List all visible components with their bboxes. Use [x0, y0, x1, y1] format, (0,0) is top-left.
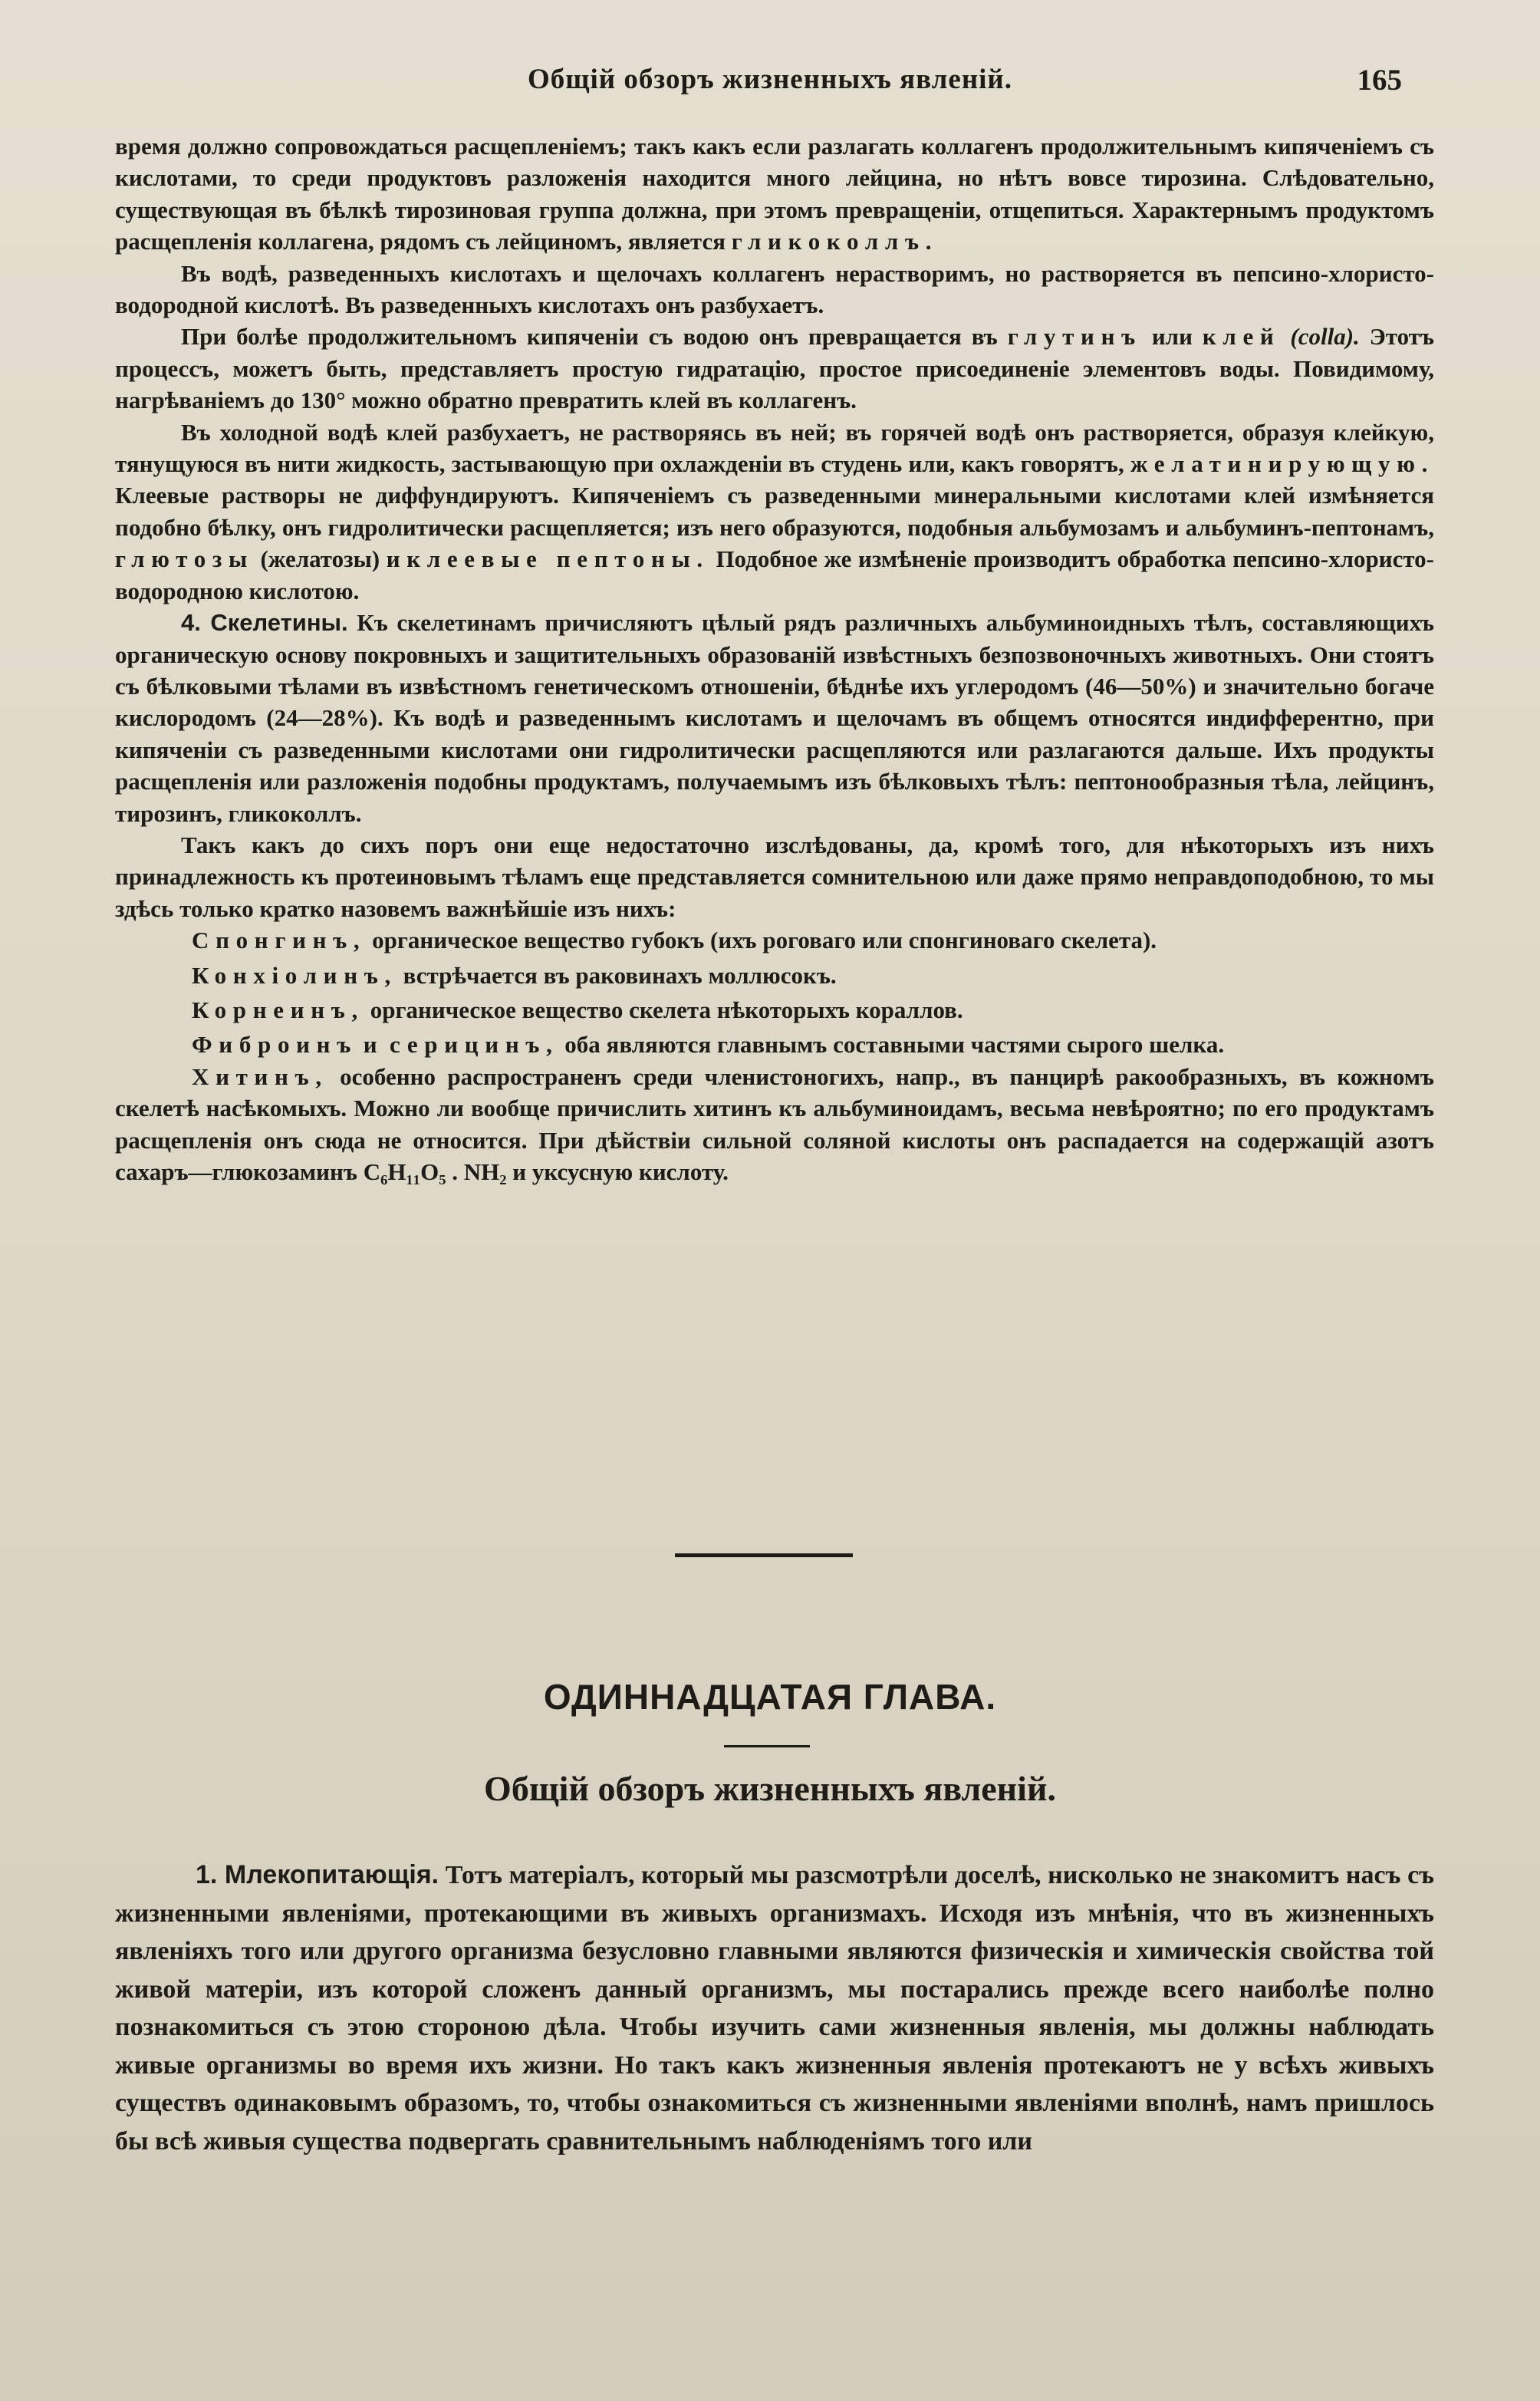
term-glue-peptones: клеевые пептоны.: [406, 545, 709, 573]
list-item: Спонгинъ, органическое вещество губокъ (ихъ роговаго или спонгиноваго скелета).: [192, 927, 1157, 954]
term-conchiolin: Конхіолинъ,: [192, 961, 397, 989]
chapter-title: Общій обзоръ жизненныхъ явленій.: [484, 1769, 1056, 1808]
latin-term: (colla).: [1290, 323, 1360, 351]
page-header: [0, 63, 1540, 109]
page-number: 165: [1357, 64, 1402, 97]
term-chitin: Хитинъ,: [192, 1062, 328, 1090]
section-heading-skeletins: 4. Скелетины.: [181, 609, 348, 637]
chapter-rule: [724, 1745, 810, 1747]
term-glycocoll: гликоколлъ.: [731, 228, 939, 255]
paragraph-3: При болѣе продолжительномъ кипяченіи съ водою онъ превращается въ глутинъ или клей (colla). Этотъ процессъ, можетъ быть, представляетъ простую гидратацію, простое присоединеніе элементовъ воды. Повидимому, нагрѣваніемъ до 130° можно обратно превратить клей въ коллагенъ.: [115, 323, 1434, 414]
chapter-heading: ОДИННАДЦАТАЯ ГЛАВА.: [543, 1677, 997, 1717]
list-item: Корнеинъ, органическое вещество скелета нѣкоторыхъ кораллов.: [192, 996, 963, 1023]
term-cornein: Корнеинъ,: [192, 996, 364, 1023]
term-spongin: Спонгинъ,: [192, 927, 367, 954]
chapter-body-text: [115, 1856, 1434, 2160]
list-item: Фиброинъ и серицинъ, оба являются главнымъ составными частями сырого шелка.: [192, 1031, 1225, 1059]
paragraph-5: 4. Скелетины. Къ скелетинамъ причисляютъ цѣлый рядъ различныхъ альбуминоидныхъ тѣлъ, составляющихъ органическую основу покровныхъ и защитительныхъ образованій извѣстныхъ безпозвоночныхъ животныхъ. Они стоятъ съ бѣлковыми тѣлами въ извѣстномъ генетическомъ отношеніи, бѣднѣе ихъ углеродомъ (46—50%) и значительно богаче кислородомъ (24—28%). Къ водѣ и разведеннымъ кислотамъ и щелочамъ въ общемъ относятся индифферентно, при кипяченіи съ разведенными кислотами они гидролитически расщепляются или разлагаются дальше. Ихъ продукты расщепленія или разложенія подобны продуктамъ, получаемымъ изъ бѣлковыхъ тѣлъ: пептонообразныя тѣла, лейцинъ, тирозинъ, гликоколлъ.: [115, 609, 1435, 827]
paragraph-2: Въ водѣ, разведенныхъ кислотахъ и щелочахъ коллагенъ нерастворимъ, но растворяется въ пепсино-хлористо-водородной кислотѣ. Въ разведенныхъ кислотахъ онъ разбухаетъ.: [115, 259, 1434, 319]
section-heading-mammals: 1. Млекопитающія.: [196, 1860, 439, 1889]
list-item: Хитинъ, особенно распространенъ среди членистоногихъ, напр., въ панцирѣ ракообразныхъ, въ кожномъ скелетѣ насѣкомыхъ. Можно ли вообще причислить хитинъ къ альбуминоидамъ, весьма невѣроятно; по его продуктамъ расщепленія онъ сюда не относится. При дѣйствіи сильной соляной кислоты онъ распадается на содержащій азотъ сахаръ—глюкозаминъ C₆H₁₁O₅ . NH₂ и уксусную кислоту.: [115, 1062, 1435, 1185]
term-sericin: серицинъ,: [390, 1031, 559, 1059]
term-glutin: глутинъ: [1007, 323, 1142, 351]
paragraph-1: время должно сопровождаться расщепленіемъ; такъ какъ если разлагать коллагенъ продолжительнымъ кипяченіемъ съ кислотами, то среди продуктовъ разложенія находится много лейцина, но нѣтъ вовсе тирозина. Слѣдовательно, существующая въ бѣлкѣ тирозиновая группа должна, при этомъ превращеніи, отщепиться. Характернымъ продуктомъ расщепленія коллагена, рядомъ съ лейциномъ, является гликоколлъ.: [115, 133, 1434, 255]
paragraph-6: Такъ какъ до сихъ поръ они еще недостаточно изслѣдованы, да, кромѣ того, для нѣкоторыхъ изъ нихъ принадлежность къ протеиновымъ тѣламъ еще представляется сомнительною или даже прямо неправдоподобною, то мы здѣсь только кратко назовемъ важнѣйшіе изъ нихъ:: [115, 831, 1434, 922]
running-title: Общій обзоръ жизненныхъ явленій.: [528, 64, 1012, 95]
chemical-formula: C₆H₁₁O₅ . NH₂: [363, 1158, 507, 1185]
body-text: [115, 130, 1434, 1187]
section-divider: [675, 1553, 853, 1557]
term-glue: клей: [1202, 323, 1281, 351]
term-fibroin: Фиброинъ: [192, 1031, 357, 1059]
term-gelatinizing: желатинирующую.: [1130, 450, 1435, 478]
paragraph-mammals: 1. Млекопитающія. Тотъ матеріалъ, который мы разсмотрѣли доселѣ, нисколько не знакомитъ насъ съ жизненными явленіями, протекающими въ живыхъ организмахъ. Исходя изъ мнѣнія, что въ жизненныхъ явленіяхъ того или другого организма безусловно главными являются физическія и химическія свойства той живой матеріи, изъ которой сложенъ данный организмъ, мы постарались прежде всего наиболѣе полно познакомиться съ этою стороною дѣла. Чтобы изучить сами жизненныя явленія, мы должны наблюдать живые организмы во время ихъ жизни. Но такъ какъ жизненныя явленія протекаютъ не у всѣхъ живыхъ существъ одинаковымъ образомъ, то, чтобы ознакомиться съ жизненными явленіями вполнѣ, намъ пришлось бы всѣ живыя существа подвергать сравнительнымъ наблюденіямъ того или: [115, 1860, 1434, 2156]
list-item: Конхіолинъ, встрѣчается въ раковинахъ моллюсокъ.: [192, 961, 837, 989]
paragraph-4: Въ холодной водѣ клей разбухаетъ, не растворяясь въ ней; въ горячей водѣ онъ растворяется, образуя клейкую, тянущуюся въ нити жидкость, застывающую при охлажденіи въ студень или, какъ говорятъ, желатинирующую. Клеевые растворы не диффундируютъ. Кипяченіемъ съ разведенными минеральными кислотами клей измѣняется подобно бѣлку, онъ гидролитически расщепляется; изъ него образуются, подобныя альбумозамъ и альбуминъ-пептонамъ, глютозы (желатозы) и клеевые пептоны. Подобное же измѣненіе производитъ обработка пепсино-хлористо-водородною кислотою.: [115, 418, 1435, 604]
term-glutoses: глютозы: [115, 545, 254, 573]
